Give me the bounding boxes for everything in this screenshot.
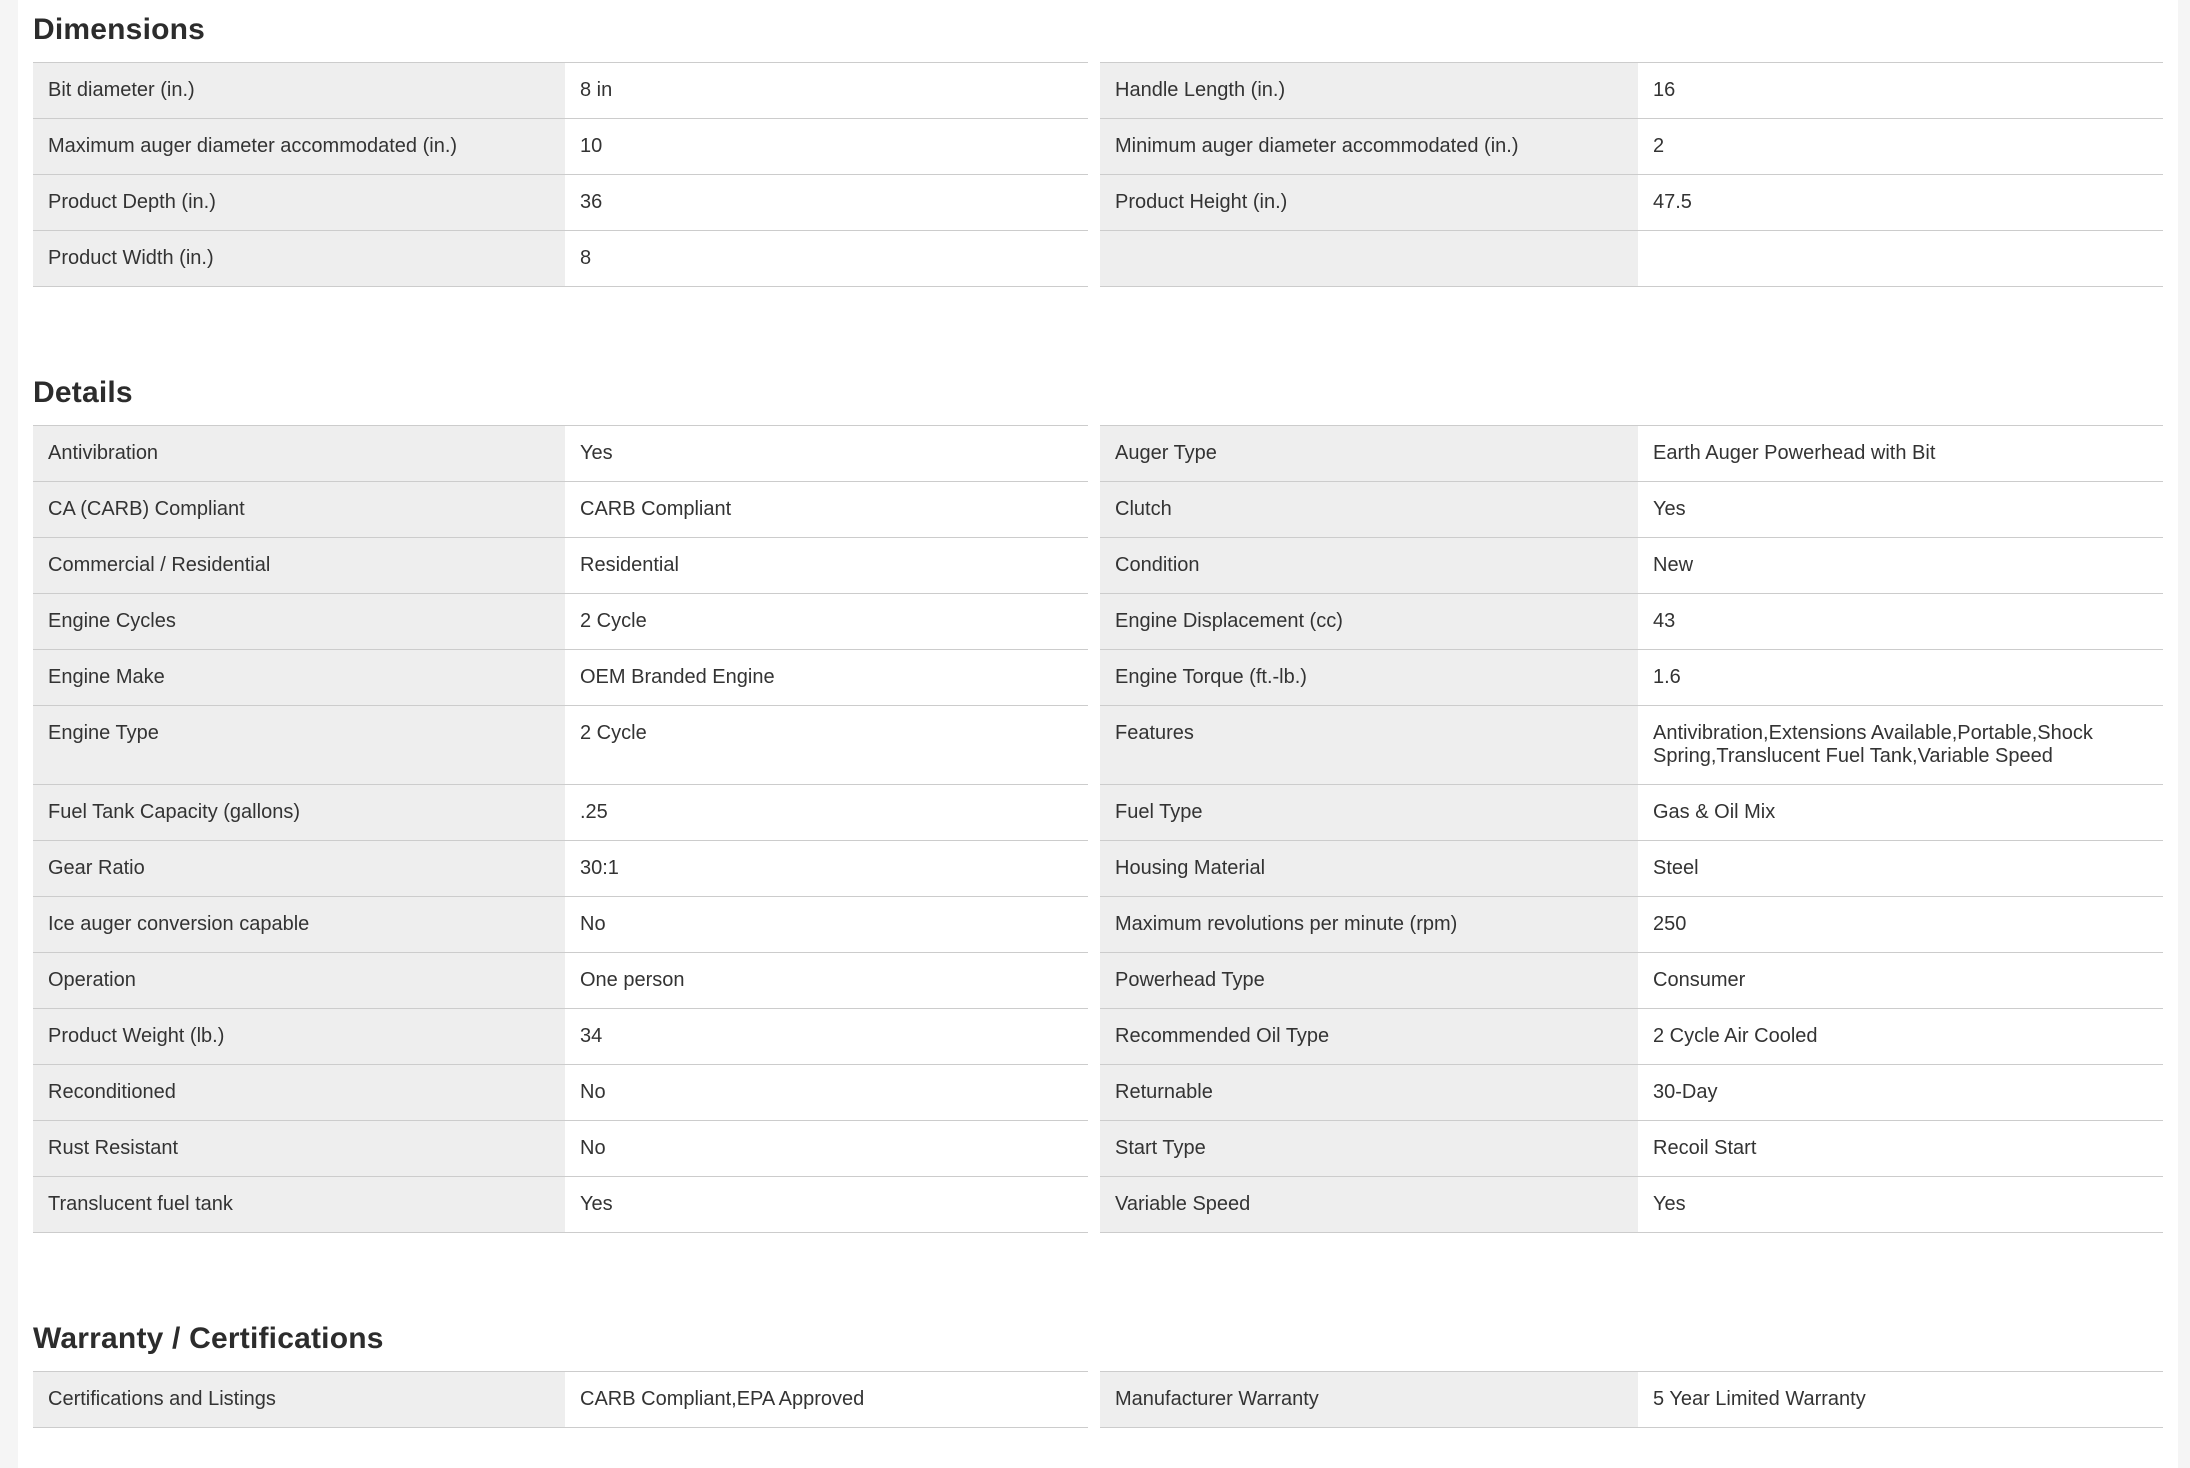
spec-value-cell <box>1638 231 2163 287</box>
spec-label-cell: Reconditioned <box>33 1065 565 1121</box>
spec-label-cell: Condition <box>1100 538 1638 594</box>
spec-row <box>33 841 2163 897</box>
spec-label-cell: Handle Length (in.) <box>1100 62 1638 119</box>
spec-label-cell: Product Depth (in.) <box>33 175 565 231</box>
spec-value-cell: .25 <box>565 785 1088 841</box>
spec-value-cell: 43 <box>1638 594 2163 650</box>
spec-value-cell: One person <box>565 953 1088 1009</box>
spec-label-cell: Operation <box>33 953 565 1009</box>
spec-label-cell: Product Weight (lb.) <box>33 1009 565 1065</box>
spec-value-cell: 8 <box>565 231 1088 287</box>
spec-label-cell: Product Width (in.) <box>33 231 565 287</box>
spec-value-cell: 30-Day <box>1638 1065 2163 1121</box>
section-title: Warranty / Certifications <box>33 1322 384 1355</box>
spec-value-cell: Consumer <box>1638 953 2163 1009</box>
column-gap <box>1088 62 1100 119</box>
spec-value-cell: 2 Cycle Air Cooled <box>1638 1009 2163 1065</box>
column-gap <box>1088 1065 1100 1121</box>
spec-label-cell: Minimum auger diameter accommodated (in.) <box>1100 119 1638 175</box>
spec-label-cell: Product Height (in.) <box>1100 175 1638 231</box>
spec-label-cell: Commercial / Residential <box>33 538 565 594</box>
spec-label-cell: Rust Resistant <box>33 1121 565 1177</box>
spec-value-cell: 1.6 <box>1638 650 2163 706</box>
spec-row <box>33 1121 2163 1177</box>
column-gap <box>1088 1009 1100 1065</box>
column-gap <box>1088 594 1100 650</box>
column-gap <box>1088 650 1100 706</box>
spec-value-cell: 5 Year Limited Warranty <box>1638 1371 2163 1428</box>
spec-label-cell: CA (CARB) Compliant <box>33 482 565 538</box>
spec-value-cell: 10 <box>565 119 1088 175</box>
spec-label-cell: Maximum auger diameter accommodated (in.) <box>33 119 565 175</box>
spec-label-cell: Manufacturer Warranty <box>1100 1371 1638 1428</box>
spec-value-cell: 2 Cycle <box>565 594 1088 650</box>
spec-label-cell: Clutch <box>1100 482 1638 538</box>
spec-label-cell: Engine Cycles <box>33 594 565 650</box>
spec-label-cell: Engine Make <box>33 650 565 706</box>
spec-value-cell: CARB Compliant <box>565 482 1088 538</box>
spec-table <box>33 62 2163 287</box>
spec-row <box>33 897 2163 953</box>
column-gap <box>1088 706 1100 785</box>
spec-label-cell: Powerhead Type <box>1100 953 1638 1009</box>
spec-value-cell: Yes <box>565 425 1088 482</box>
spec-value-cell: Recoil Start <box>1638 1121 2163 1177</box>
spec-row <box>33 1177 2163 1233</box>
spec-value-cell: Yes <box>1638 482 2163 538</box>
spec-label-cell <box>1100 231 1638 287</box>
spec-value-cell: Yes <box>565 1177 1088 1233</box>
spec-label-cell: Fuel Tank Capacity (gallons) <box>33 785 565 841</box>
spec-label-cell: Certifications and Listings <box>33 1371 565 1428</box>
spec-label-cell: Bit diameter (in.) <box>33 62 565 119</box>
spec-row <box>33 1371 2163 1428</box>
spec-value-cell: 16 <box>1638 62 2163 119</box>
spec-value-cell: Residential <box>565 538 1088 594</box>
spec-label-cell: Fuel Type <box>1100 785 1638 841</box>
spec-label-cell: Maximum revolutions per minute (rpm) <box>1100 897 1638 953</box>
spec-value-cell: CARB Compliant,EPA Approved <box>565 1371 1088 1428</box>
spec-row <box>33 231 2163 287</box>
column-gap <box>1088 538 1100 594</box>
spec-value-cell: 47.5 <box>1638 175 2163 231</box>
spec-row <box>33 1065 2163 1121</box>
column-gap <box>1088 119 1100 175</box>
column-gap <box>1088 482 1100 538</box>
spec-row <box>33 594 2163 650</box>
spec-row <box>33 175 2163 231</box>
spec-section-warranty-certifications <box>33 1321 2163 1428</box>
spec-row <box>33 538 2163 594</box>
section-title: Details <box>33 376 133 409</box>
column-gap <box>1088 1371 1100 1428</box>
spec-label-cell: Translucent fuel tank <box>33 1177 565 1233</box>
spec-table <box>33 425 2163 1233</box>
column-gap <box>1088 1177 1100 1233</box>
spec-value-cell: 8 in <box>565 62 1088 119</box>
spec-label-cell: Gear Ratio <box>33 841 565 897</box>
spec-row <box>33 1009 2163 1065</box>
spec-value-cell: 2 Cycle <box>565 706 1088 785</box>
spec-section-details <box>33 375 2163 1233</box>
spec-value-cell: Steel <box>1638 841 2163 897</box>
column-gap <box>1088 953 1100 1009</box>
spec-value-cell: 2 <box>1638 119 2163 175</box>
spec-label-cell: Engine Type <box>33 706 565 785</box>
spec-row <box>33 62 2163 119</box>
spec-label-cell: Engine Torque (ft.-lb.) <box>1100 650 1638 706</box>
spec-value-cell: No <box>565 897 1088 953</box>
spec-row <box>33 706 2163 785</box>
column-gap <box>1088 425 1100 482</box>
spec-value-cell: No <box>565 1121 1088 1177</box>
spec-value-cell: 30:1 <box>565 841 1088 897</box>
spec-value-cell: 34 <box>565 1009 1088 1065</box>
spec-label-cell: Returnable <box>1100 1065 1638 1121</box>
column-gap <box>1088 1121 1100 1177</box>
column-gap <box>1088 231 1100 287</box>
spec-label-cell: Antivibration <box>33 425 565 482</box>
column-gap <box>1088 897 1100 953</box>
spec-value-cell: 250 <box>1638 897 2163 953</box>
spec-value-cell: New <box>1638 538 2163 594</box>
spec-row <box>33 119 2163 175</box>
spec-label-cell: Ice auger conversion capable <box>33 897 565 953</box>
spec-table <box>33 1371 2163 1428</box>
spec-value-cell: Gas & Oil Mix <box>1638 785 2163 841</box>
spec-value-cell: No <box>565 1065 1088 1121</box>
spec-section-dimensions <box>33 12 2163 287</box>
spec-value-cell: Yes <box>1638 1177 2163 1233</box>
spec-label-cell: Housing Material <box>1100 841 1638 897</box>
product-specifications-panel <box>18 0 2178 1468</box>
spec-value-cell: OEM Branded Engine <box>565 650 1088 706</box>
spec-row <box>33 953 2163 1009</box>
spec-label-cell: Variable Speed <box>1100 1177 1638 1233</box>
spec-value-cell: 36 <box>565 175 1088 231</box>
spec-value-cell: Antivibration,Extensions Available,Portable,Shock Spring,Translucent Fuel Tank,Variable Speed <box>1638 706 2163 785</box>
spec-value-cell: Earth Auger Powerhead with Bit <box>1638 425 2163 482</box>
spec-row <box>33 785 2163 841</box>
column-gap <box>1088 785 1100 841</box>
spec-row <box>33 650 2163 706</box>
spec-label-cell: Start Type <box>1100 1121 1638 1177</box>
column-gap <box>1088 841 1100 897</box>
spec-row <box>33 482 2163 538</box>
spec-row <box>33 425 2163 482</box>
spec-label-cell: Recommended Oil Type <box>1100 1009 1638 1065</box>
section-title: Dimensions <box>33 13 206 46</box>
column-gap <box>1088 175 1100 231</box>
spec-label-cell: Auger Type <box>1100 425 1638 482</box>
spec-label-cell: Engine Displacement (cc) <box>1100 594 1638 650</box>
spec-label-cell: Features <box>1100 706 1638 785</box>
